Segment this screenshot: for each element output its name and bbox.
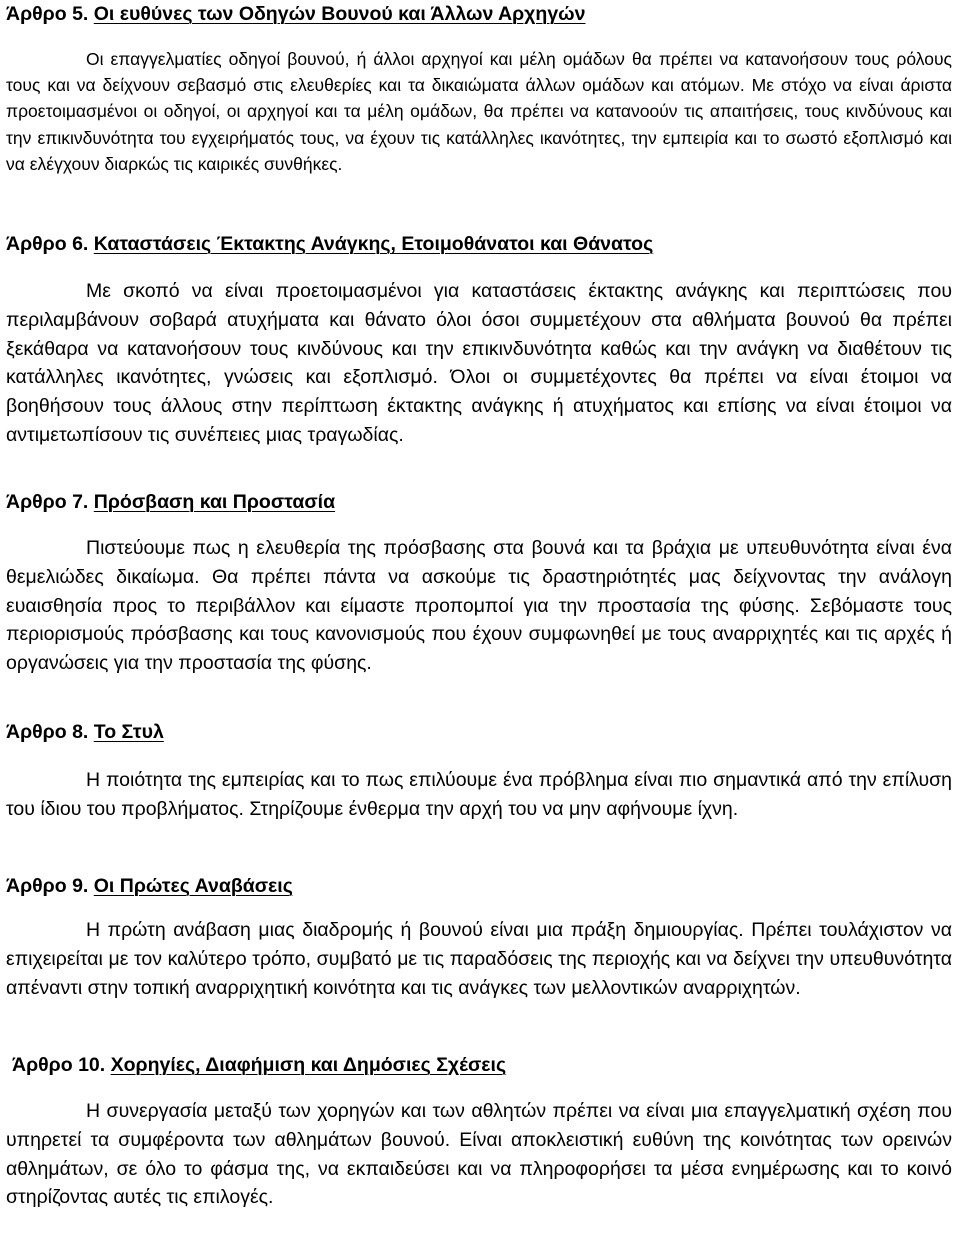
- article-6-heading: [6, 232, 952, 256]
- article-10-heading: [12, 1053, 958, 1077]
- article-7-body: Πιστεύουμε πως η ελευθερία της πρόσβασης στα βουνά και τα βράχια με υπευθυνότητα είναι ένα θεμελιώδες δικαίωμα. Θα πρέπει πάντα να ασκούμε τις δραστηριότητές μας δείχνοντας την ανάλογη ευαισθησία προς το περιβάλλον και είμαστε προπομποί για την προστασία της φύσης. Σεβόμαστε τους περιορισμούς πρόσβασης και τους κανονισμούς που έχουν συμφωνηθεί με τους αναρριχητές και τις αρχές ή οργανώσεις για την προστασία της φύσης.: [6, 537, 952, 675]
- article-8-title: Το Στυλ: [93, 721, 164, 743]
- article-7-number: Άρθρο 7.: [6, 491, 89, 513]
- article-8-heading: [6, 720, 952, 744]
- article-5-title: Οι ευθύνες των Οδηγών Βουνού και Άλλων Αρχηγών: [93, 3, 586, 25]
- article-9-heading: [6, 874, 952, 898]
- article-10-body: Η συνεργασία μεταξύ των χορηγών και των αθλητών πρέπει να είναι μια επαγγελματική σχέση που υπηρετεί τα συμφέροντα των αθλημάτων βουνού. Είναι αποκλειστική ευθύνη της κοινότητας των ορεινών αθλημάτων, σε όλο το φάσμα της, να εκπαιδεύσει και να πληροφορήσει τα μέσα ενημέρωσης και το κοινό στηρίζοντας αυτές τις επιλογές.: [6, 1100, 952, 1209]
- article-6-title: Καταστάσεις Έκτακτης Ανάγκης, Ετοιμοθάνατοι και Θάνατος: [93, 233, 654, 255]
- article-7-title: Πρόσβαση και Προστασία: [93, 491, 336, 513]
- article-6-number: Άρθρο 6.: [6, 233, 89, 255]
- article-8-number: Άρθρο 8.: [6, 721, 89, 743]
- article-5-number: Άρθρο 5.: [6, 3, 89, 25]
- article-8-body: Η ποιότητα της εμπειρίας και το πως επιλύουμε ένα πρόβλημα είναι πιο σημαντικά από την επίλυση του ίδιου του προβλήματος. Στηρίζουμε ένθερμα την αρχή του να μην αφήνουμε ίχνη.: [6, 769, 952, 820]
- article-9-number: Άρθρο 9.: [6, 875, 89, 897]
- article-9-title: Οι Πρώτες Αναβάσεις: [93, 875, 293, 897]
- article-6-body: Με σκοπό να είναι προετοιμασμένοι για καταστάσεις έκτακτης ανάγκης και περιπτώσεις που περιλαμβάνουν σοβαρά ατυχήματα και θάνατο όλοι όσοι συμμετέχουν στα αθλήματα βουνού θα πρέπει ξεκάθαρα να κατανοήσουν τους κινδύνους και την επικινδυνότητα καθώς και την ανάγκη να διαθέτουν τις κατάλληλες ικανότητες, γνώσεις και εξοπλισμό. Όλοι οι συμμετέχοντες θα πρέπει να είναι έτοιμοι να βοηθήσουν τους άλλους στην περίπτωση έκτακτης ανάγκης ή ατυχήματος και επίσης να είναι έτοιμοι να αντιμετωπίσουν τις συνέπειες μιας τραγωδίας.: [6, 280, 952, 446]
- article-5-heading: [6, 2, 952, 26]
- article-10-number: Άρθρο 10.: [12, 1054, 106, 1076]
- article-9-body: Η πρώτη ανάβαση μιας διαδρομής ή βουνού είναι μια πράξη δημιουργίας. Πρέπει τουλάχιστον να επιχειρείται με τον καλύτερο τρόπο, συμβατό με τις παραδόσεις της περιοχής και να δείχνει την υπευθυνότητα απέναντι στην τοπική αναρριχητική κοινότητα και τις ανάγκες των μελλοντικών αναρριχητών.: [6, 919, 952, 999]
- article-7-heading: [6, 490, 952, 514]
- article-5-body: Οι επαγγελματίες οδηγοί βουνού, ή άλλοι αρχηγοί και μέλη ομάδων θα πρέπει να κατανοήσουν τους ρόλους τους και να δείχνουν σεβασμό στις ελευθερίες και τα δικαιώματα άλλων ομάδων και ατόμων. Με στόχο να είναι άριστα προετοιμασμένοι οι οδηγοί, οι αρχηγοί και τα μέλη ομάδων, θα πρέπει να κατανοούν τις απαιτήσεις, τους κινδύνους και την επικινδυνότητα του εγχειρήματός τους, να έχουν τις κατάλληλες ικανότητες, την εμπειρία και το σωστό εξοπλισμό και να ελέγχουν διαρκώς τις καιρικές συνθήκες.: [6, 49, 952, 174]
- article-10-title: Χορηγίες, Διαφήμιση και Δημόσιες Σχέσεις: [110, 1054, 507, 1076]
